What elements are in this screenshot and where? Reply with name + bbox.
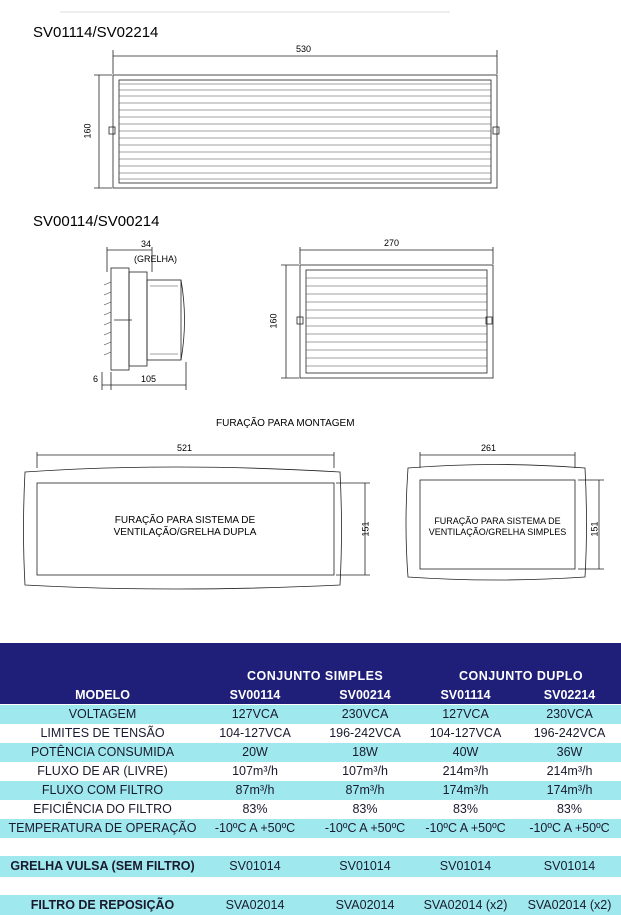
table-row-filtro: FILTRO DE REPOSIÇÃO SVA02014 SVA02014 SVA02014 (x2) SVA02014 (x2) (0, 895, 621, 915)
header-sv02214: SV02214 (543, 688, 596, 702)
table-row: TEMPERATURA DE OPERAÇÃO -10ºC A +50ºC -10ºC A +50ºC -10ºC A +50ºC -10ºC A +50ºC (0, 819, 621, 838)
dim-521: 521 (177, 443, 193, 453)
table-row: LIMITES DE TENSÃO 104-127VCA 196-242VCA 104-127VCA 196-242VCA (0, 724, 621, 743)
dim-160-simple: 160 (268, 313, 279, 329)
dim-261: 261 (481, 443, 497, 453)
simple-grille-drawing (281, 247, 493, 378)
group-simple-label: CONJUNTO SIMPLES (247, 669, 384, 683)
double-cutout-label: FURAÇÃO PARA SISTEMA DE VENTILAÇÃO/GRELHA DUPLA (113, 515, 257, 538)
dim-530: 530 (296, 44, 312, 54)
table-spacer (0, 838, 621, 856)
dim-105: 105 (141, 374, 157, 384)
dim-34: 34 (141, 239, 152, 249)
header-sv00214: SV00214 (339, 688, 391, 702)
table-row-grelha: GRELHA VULSA (SEM FILTRO) SV01014 SV01014 SV01014 SV01014 (0, 856, 621, 877)
dim-6: 6 (93, 374, 99, 384)
dim-151-simple: 151 (589, 521, 600, 537)
mount-title: FURAÇÃO PARA MONTAGEM (216, 418, 355, 429)
dim-151-double: 151 (360, 521, 371, 537)
table-spacer (0, 877, 621, 895)
group-double-label: CONJUNTO DUPLO (459, 669, 584, 683)
table-row: EFICIÊNCIA DO FILTRO 83% 83% 83% 83% (0, 800, 621, 819)
side-view-drawing (102, 247, 186, 390)
grelha-label: (GRELHA) (134, 254, 178, 264)
dim-160-double: 160 (82, 123, 93, 139)
table-row: VOLTAGEM 127VCA 230VCA 127VCA 230VCA (0, 705, 621, 724)
double-grille-drawing (94, 50, 499, 188)
dim-270: 270 (384, 238, 400, 248)
simple-cutout-label: FURAÇÃO PARA SISTEMA DE VENTILAÇÃO/GRELHA SIMPLES (428, 516, 567, 537)
header-sv01114: SV01114 (440, 688, 491, 702)
table-row: FLUXO DE AR (LIVRE) 107m³/h 107m³/h 214m³/h 214m³/h (0, 762, 621, 781)
header-sv00114: SV00114 (229, 688, 281, 702)
drawing-title-double: SV01114/SV02214 (33, 24, 159, 41)
table-header (0, 643, 621, 704)
table-row: FLUXO COM FILTRO 87m³/h 87m³/h 174m³/h 174m³/h (0, 781, 621, 800)
table-row: POTÊNCIA CONSUMIDA 20W 18W 40W 36W (0, 743, 621, 762)
drawing-title-simple: SV00114/SV00214 (33, 213, 160, 230)
header-modelo: MODELO (75, 688, 130, 702)
